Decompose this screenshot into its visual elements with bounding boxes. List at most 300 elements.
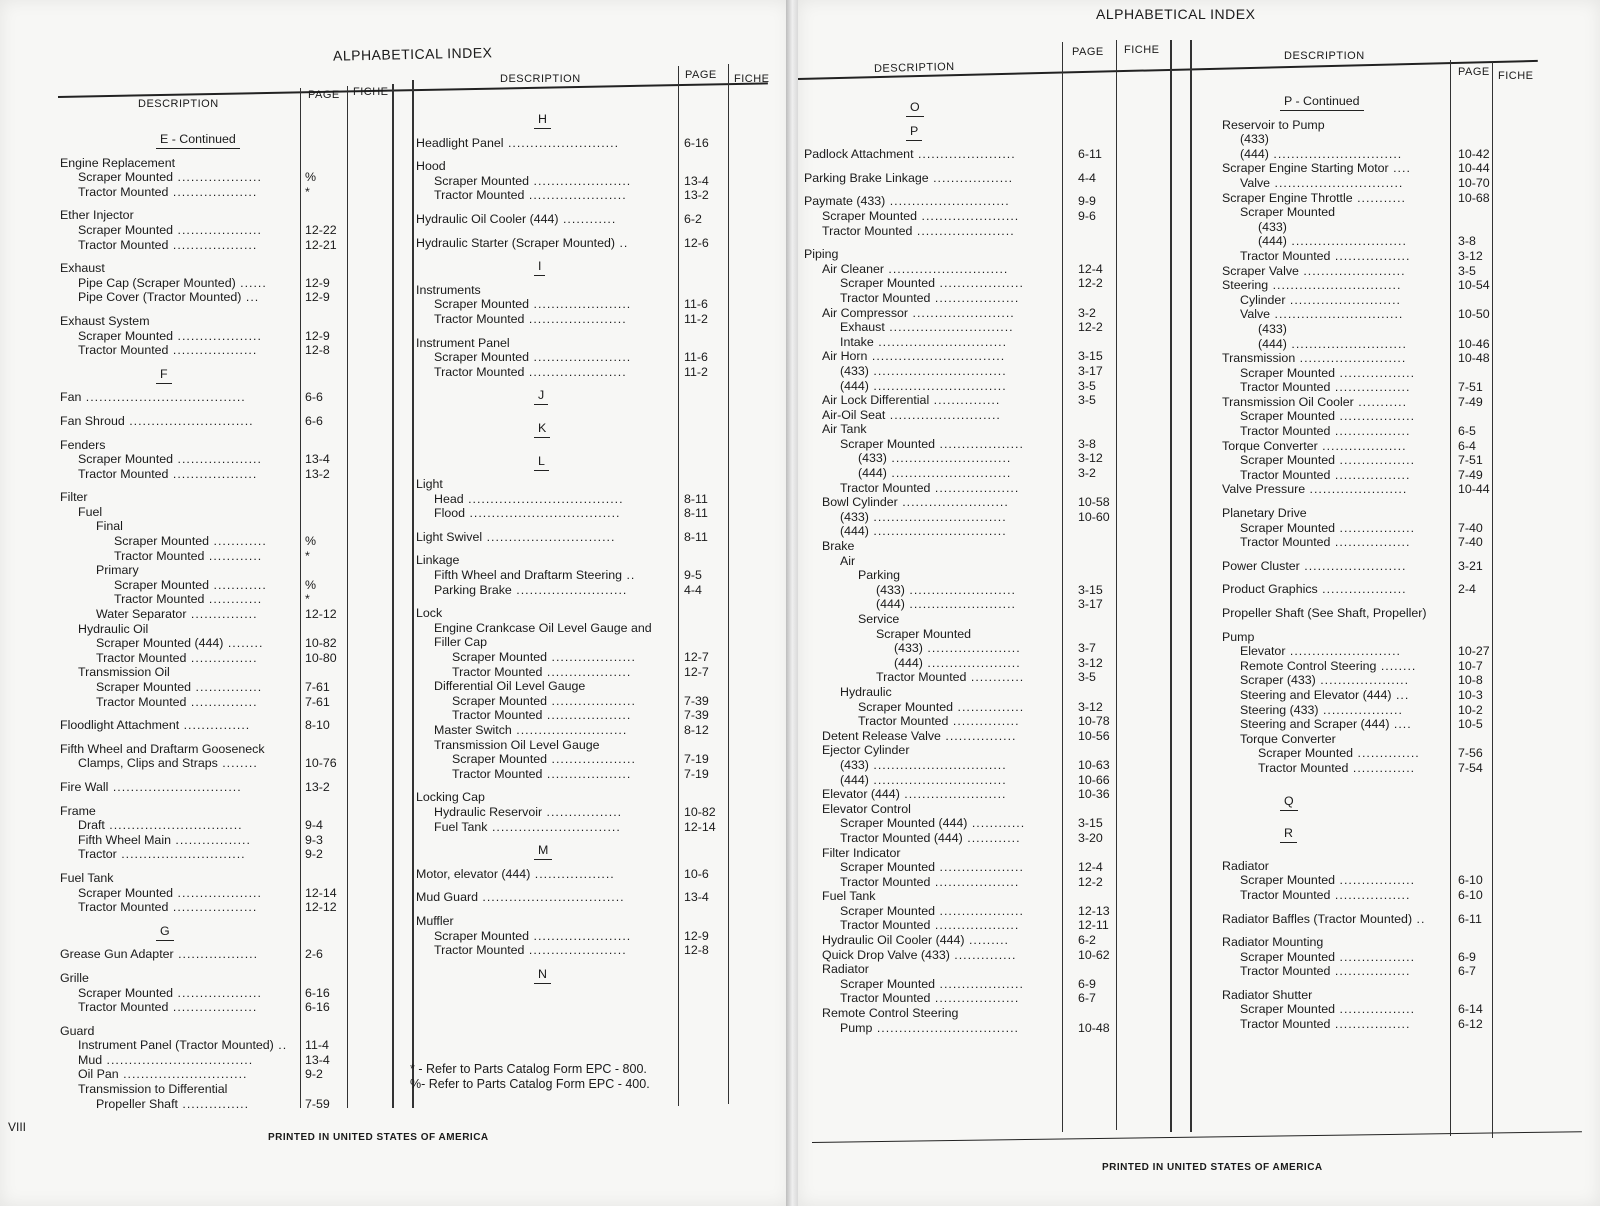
entry-text: Product Graphics [1222, 582, 1318, 597]
index-entry [798, 380, 1498, 395]
entry-text: Radiator [822, 962, 869, 977]
dot-leader: ......................... [1285, 292, 1401, 307]
entry-text: (433) [894, 641, 923, 656]
index-entry [798, 424, 1498, 439]
entry-text: Motor, elevator (444) [416, 866, 531, 881]
dot-leader: .. [1412, 911, 1426, 926]
entry-text: Scraper Mounted [78, 885, 174, 900]
entry-text: Tractor Mounted [1240, 887, 1331, 902]
entry-text: Scraper Mounted (444) [96, 636, 224, 651]
entry-description [434, 943, 627, 957]
entry-text: Air Lock Differential [822, 393, 930, 408]
entry-page: 8-11 [684, 506, 708, 521]
entry-page: 9-2 [305, 1067, 323, 1082]
entry-page: 12-14 [684, 819, 716, 834]
dot-leader: ...................... [1305, 482, 1408, 497]
entry-text: Draft [78, 818, 105, 833]
index-entry [0, 606, 730, 621]
index-entry [798, 746, 1498, 761]
entry-text: Instrument Panel (Tractor Mounted) [78, 1038, 274, 1053]
dot-leader: ....................... [899, 787, 1007, 802]
entry-page: 10-56 [1078, 728, 1110, 743]
dot-leader: ................. [170, 832, 251, 847]
dot-leader: ................. [1330, 964, 1411, 979]
entry-text: Tractor Mounted (444) [840, 830, 963, 845]
entry-text: (433) [840, 363, 869, 378]
entry-text: Fuel Tank [60, 870, 114, 885]
entry-text: Steering (433) [1240, 702, 1319, 717]
dot-leader: ............................. [482, 529, 616, 544]
dot-leader: ............ [209, 577, 267, 592]
dot-leader: ................... [542, 766, 632, 781]
dot-leader: ............ [204, 592, 263, 607]
entry-page: 3-5 [1078, 378, 1096, 393]
entry-text: Mud Guard [416, 890, 478, 905]
entry-description [1222, 606, 1427, 620]
dot-leader: .. [615, 235, 629, 250]
entry-text: Tractor Mounted [840, 991, 931, 1006]
dot-leader: ................. [1335, 365, 1416, 380]
dot-leader: ................... [935, 903, 1024, 918]
entry-page: 6-9 [1458, 949, 1476, 964]
entry-description [1240, 964, 1410, 978]
index-entry [798, 859, 1498, 874]
entry-text: Tractor Mounted [840, 290, 931, 305]
dot-leader: ........................... [883, 261, 1009, 276]
entry-page: 6-2 [1078, 933, 1096, 948]
entry-page: 11-6 [684, 297, 708, 312]
index-entry [0, 890, 730, 905]
entry-description [434, 506, 621, 520]
row-spacer [0, 905, 730, 914]
dot-leader: ....................... [1299, 558, 1407, 573]
entry-description [416, 136, 619, 150]
entry-text: Parking Brake Linkage [804, 170, 929, 185]
entry-text: Scraper Mounted [114, 534, 210, 549]
fiche-header: FICHE [734, 73, 770, 85]
entry-description [416, 867, 615, 881]
index-entry [0, 212, 730, 227]
entry-text: Differential Oil Level Gauge [434, 679, 586, 694]
entry-text: Tractor Mounted [840, 918, 931, 933]
dot-leader: ................................. [102, 1052, 254, 1067]
dot-leader: .... [1389, 717, 1412, 732]
entry-text: Tractor Mounted [858, 714, 949, 729]
entry-page: 7-39 [684, 693, 709, 708]
entry-page: 12-13 [1078, 903, 1110, 918]
entry-text: Tractor Mounted [1240, 535, 1331, 550]
entry-page: 3-5 [1078, 393, 1096, 408]
index-entry [0, 568, 730, 583]
section-heading: O [910, 100, 920, 114]
dot-leader: ............................ [884, 320, 1014, 335]
dot-leader: ............... [186, 607, 258, 622]
entry-text: (433) [840, 757, 869, 772]
index-entry [798, 482, 1498, 497]
entry-text: Water Separator [96, 607, 187, 622]
entry-text: Grille [60, 970, 89, 985]
entry-description [1258, 220, 1287, 234]
entry-description [1240, 521, 1415, 535]
index-entry [798, 688, 1498, 703]
entry-text: Valve [1240, 307, 1271, 322]
entry-page: 7-56 [1458, 746, 1483, 761]
row-spacer [798, 817, 1498, 826]
entry-description [434, 568, 635, 582]
dot-leader: ............................. [1270, 307, 1404, 322]
entry-description [416, 530, 615, 544]
index-entry [798, 261, 1498, 279]
entry-page: 12-2 [1078, 874, 1103, 889]
entry-page: 10-80 [305, 650, 337, 665]
entry-text: Propeller Shaft [96, 1096, 178, 1111]
entry-text: Tractor Mounted [78, 237, 169, 252]
section-letter [0, 967, 730, 982]
entry-page: 13-4 [305, 452, 330, 467]
dot-leader: ......................... [511, 582, 628, 597]
entry-text: (433) [1240, 132, 1269, 147]
entry-page: 10-2 [1458, 702, 1483, 717]
entry-page: 9-5 [684, 568, 702, 583]
entry-description [452, 752, 636, 766]
entry-description [1222, 161, 1411, 175]
entry-text: (433) [1258, 321, 1287, 336]
dot-leader: .................. [1318, 702, 1403, 717]
entry-text: (444) [876, 597, 905, 612]
entry-page: 10-3 [1458, 687, 1483, 702]
dot-leader: ............... [179, 718, 251, 733]
index-entry [0, 1038, 329, 1053]
row-spacer [0, 379, 730, 388]
index-entry [798, 912, 1498, 927]
entry-page: 11-6 [684, 350, 708, 365]
entry-description [1240, 409, 1415, 423]
dot-leader: ........................ [904, 582, 1017, 597]
entry-text: Scraper Mounted [434, 297, 530, 312]
index-entry [798, 290, 1498, 308]
dot-leader: ............................. [873, 334, 1008, 349]
entry-text: Mud [78, 1052, 103, 1067]
entry-text: Scraper (433) [1240, 673, 1316, 688]
description-header: DESCRIPTION [873, 60, 955, 76]
entry-description [1240, 535, 1410, 549]
entry-text: Tractor Mounted [840, 480, 931, 495]
entry-page: 6-11 [1078, 147, 1102, 162]
row-spacer [0, 403, 730, 412]
entry-text: Radiator [1222, 858, 1269, 873]
entry-page: 13-4 [684, 890, 709, 905]
entry-description [434, 583, 627, 597]
page-header: PAGE [1458, 66, 1490, 78]
entry-page: 7-51 [1458, 453, 1483, 468]
entry-description [1222, 264, 1406, 278]
page-title: ALPHABETICAL INDEX [1096, 6, 1256, 22]
section-heading: J [538, 388, 545, 403]
entry-text: Hydraulic [840, 684, 892, 699]
dot-leader: ............ [967, 816, 1026, 831]
entry-text: Scraper Mounted [840, 860, 936, 875]
entry-text: Scraper Mounted [452, 752, 548, 767]
entry-page: 8-10 [305, 718, 330, 733]
entry-description [434, 805, 622, 819]
index-entry [0, 820, 730, 835]
entry-text: Scraper Mounted [1240, 1002, 1336, 1017]
dot-leader: ............ [962, 830, 1021, 845]
entry-page: 10-70 [1458, 175, 1490, 190]
entry-page: * [305, 592, 310, 607]
entry-text: Bowl Cylinder [822, 495, 898, 510]
entry-description [1240, 1002, 1415, 1016]
entry-text: Pump [840, 1020, 873, 1035]
entry-description [1258, 746, 1420, 760]
entry-text: (433) [1258, 219, 1287, 234]
dot-leader: ............................ [116, 847, 246, 862]
entry-page: 6-16 [684, 135, 709, 150]
entry-text: Tractor Mounted [1240, 424, 1331, 439]
entry-description [1222, 351, 1406, 365]
fiche-header: FICHE [1498, 70, 1534, 82]
entry-text: Exhaust [840, 320, 885, 335]
dot-leader: ................. [1330, 535, 1411, 550]
dot-leader: ........................... [886, 451, 1012, 466]
dot-leader: ................... [935, 436, 1024, 451]
entry-description [1240, 307, 1403, 321]
dot-leader: ............................ [124, 413, 254, 428]
entry-description [434, 188, 627, 202]
entry-description [1240, 873, 1415, 887]
dot-leader: .................... [1315, 673, 1410, 688]
entry-page: 6-7 [1078, 991, 1096, 1006]
index-entry [0, 583, 730, 598]
entry-text: Filter [60, 490, 88, 505]
dot-leader: ...................... [917, 208, 1020, 223]
entry-text: Tractor [78, 847, 117, 862]
index-entry [798, 278, 1498, 293]
index-entry [798, 644, 1498, 659]
index-entry [0, 283, 730, 298]
entry-text: (444) [840, 772, 869, 787]
entry-text: Air Tank [822, 422, 867, 437]
entry-text: (444) [1240, 146, 1269, 161]
entry-page: 12-4 [1078, 261, 1103, 276]
entry-text: Scraper Mounted [840, 903, 936, 918]
dot-leader: ................... [173, 452, 262, 467]
entry-text: Fan Shroud [60, 413, 125, 428]
entry-text: Scraper Mounted [434, 173, 530, 188]
entry-text: Torque Converter [1240, 731, 1336, 746]
dot-leader: ................... [930, 480, 1020, 495]
row-spacer [798, 597, 1498, 606]
entry-description [1222, 859, 1269, 873]
index-entry [798, 935, 1498, 950]
index-entry [798, 1002, 1498, 1017]
entry-text: Air Horn [822, 349, 868, 364]
dot-leader: ................... [935, 976, 1024, 991]
entry-text: Scraper Mounted [434, 928, 530, 943]
entry-text: Radiator Baffles (Tractor Mounted) [1222, 911, 1413, 926]
row-spacer [0, 1015, 300, 1024]
entry-text: Tractor Mounted [840, 874, 931, 889]
entry-description [434, 738, 600, 752]
entry-page: 7-40 [1458, 520, 1483, 535]
entry-text: Tractor Mounted [452, 708, 543, 723]
entry-description [1240, 717, 1412, 731]
row-spacer [0, 781, 730, 790]
index-entry [798, 118, 1498, 133]
entry-text: Transmission [1222, 351, 1296, 366]
row-spacer [798, 776, 1498, 785]
section-letter [0, 259, 730, 274]
entry-description [1240, 659, 1416, 673]
dot-leader: ................... [930, 991, 1020, 1006]
entry-text: Elevator [1240, 644, 1286, 659]
entry-description [434, 297, 631, 311]
entry-page: 10-63 [1078, 757, 1110, 772]
entry-text: Intake [840, 334, 874, 349]
index-entry [0, 867, 730, 882]
dot-leader: ................... [168, 184, 258, 199]
entry-text: Linkage [416, 553, 460, 568]
entry-description [434, 174, 631, 188]
dot-leader: ...................... [524, 188, 627, 203]
entry-text: Radiator Shutter [1222, 987, 1313, 1002]
index-entry [0, 708, 730, 723]
entry-text: Scraper Mounted (444) [840, 816, 968, 831]
entry-description [1240, 1017, 1410, 1031]
dot-leader: ............... [953, 699, 1025, 714]
dot-leader: ................. [1335, 520, 1416, 535]
entry-page: 13-4 [684, 173, 709, 188]
dot-leader: ........... [1352, 190, 1406, 205]
entry-page: 3-17 [1078, 363, 1103, 378]
index-entry [798, 249, 1498, 264]
entry-page: 12-9 [305, 275, 330, 290]
entry-page: 10-54 [1458, 278, 1490, 293]
entry-text: Final [96, 519, 123, 534]
dot-leader: ............... [929, 393, 1001, 408]
entry-description [416, 790, 485, 804]
section-letter [0, 454, 730, 469]
dot-leader: .............. [949, 947, 1017, 962]
dot-leader: ............... [186, 650, 258, 665]
entry-page: 6-7 [1458, 964, 1476, 979]
dot-leader: .................. [173, 947, 259, 962]
entry-page: 10-27 [1458, 644, 1490, 659]
entry-page: 6-10 [1458, 887, 1483, 902]
dot-leader: .............................. [868, 524, 1007, 539]
entry-page: 10-48 [1078, 1020, 1110, 1035]
entry-page: 12-11 [1078, 918, 1109, 933]
entry-page: 3-15 [1078, 349, 1103, 364]
section-heading: F [160, 366, 168, 381]
entry-description [434, 679, 585, 693]
right-page [798, 0, 1600, 1206]
entry-page: 4-4 [684, 582, 702, 597]
dot-leader: ................... [547, 752, 636, 767]
dot-leader: .............................. [867, 349, 1006, 364]
entry-text: Tractor Mounted [78, 343, 169, 358]
footnote: * - Refer to Parts Catalog Form EPC - 800. [410, 1062, 647, 1076]
entry-page: 7-49 [1458, 394, 1483, 409]
dot-leader: ............................. [108, 779, 242, 794]
entry-text: Tractor Mounted [434, 188, 525, 203]
row-spacer [798, 808, 1498, 817]
entry-page: 9-3 [305, 832, 323, 847]
entry-text: Exhaust [60, 261, 105, 276]
page-number: VIII [8, 1120, 27, 1134]
entry-text: Tractor Mounted [78, 900, 169, 915]
entry-text: Scraper Mounted [1240, 873, 1336, 888]
index-entry [0, 985, 330, 1001]
entry-text: Pump [1222, 629, 1255, 644]
page-header: PAGE [308, 89, 340, 101]
entry-description [416, 336, 510, 350]
dot-leader: ................... [930, 918, 1020, 933]
dot-leader: ............................. [1270, 175, 1404, 190]
entry-text: Scraper Mounted [1240, 409, 1336, 424]
entry-page: 10-60 [1078, 509, 1110, 524]
dot-leader: ................. [1335, 453, 1416, 468]
entry-page: 3-15 [1078, 582, 1103, 597]
entry-page: 12-21 [305, 237, 337, 252]
index-entry [0, 1000, 330, 1015]
entry-text: Light [416, 477, 443, 492]
section-heading: K [538, 420, 547, 435]
dot-leader: ..................... [922, 641, 1021, 656]
entry-text: Transmission Oil Level Gauge [434, 737, 600, 752]
index-entry [798, 351, 1498, 366]
dot-leader: ............... [177, 1096, 250, 1111]
index-entry [0, 914, 730, 929]
entry-text: Ether Injector [60, 208, 134, 223]
section-heading: H [538, 112, 547, 126]
entry-description [1240, 453, 1415, 467]
entry-page: 13-2 [684, 188, 709, 203]
entry-page: 10-44 [1458, 482, 1490, 497]
entry-page: 6-6 [305, 390, 323, 405]
entry-text: Radiator Mounting [1222, 935, 1324, 950]
dot-leader: ...................... [524, 364, 627, 379]
entry-description [78, 1000, 257, 1014]
dot-leader: ........ [217, 756, 258, 771]
dot-leader: .................. [530, 866, 615, 881]
entry-description [1240, 703, 1403, 717]
entry-text: Scraper Mounted [1240, 365, 1336, 380]
entry-description [1222, 439, 1407, 453]
entry-page: 7-54 [1458, 760, 1483, 775]
entry-text: Scraper Mounted [434, 350, 530, 365]
entry-text: Master Switch [434, 723, 512, 737]
entry-text: Hydraulic Oil Cooler (444) [822, 933, 965, 948]
entry-description [1258, 337, 1407, 351]
entry-text: Parking Brake [434, 582, 512, 597]
entry-text: Propeller Shaft (See Shaft, Propeller) [1222, 606, 1427, 620]
index-entry [798, 220, 1498, 235]
dot-leader: ............ [558, 211, 617, 226]
row-spacer [798, 785, 1498, 794]
dot-leader: ......... [964, 933, 1009, 948]
dot-leader: ................... [547, 693, 636, 708]
dot-leader: ............ [204, 548, 263, 563]
dot-leader: ........................ [1295, 351, 1407, 366]
entry-text: Brake [822, 539, 855, 554]
dot-leader: ......................... [503, 135, 620, 150]
entry-page: 10-48 [1458, 351, 1490, 366]
entry-text: Hydraulic Reservoir [434, 804, 543, 819]
dot-leader: ... [241, 290, 260, 305]
dot-leader: .... [1388, 161, 1411, 176]
entry-page: 7-19 [684, 752, 709, 767]
